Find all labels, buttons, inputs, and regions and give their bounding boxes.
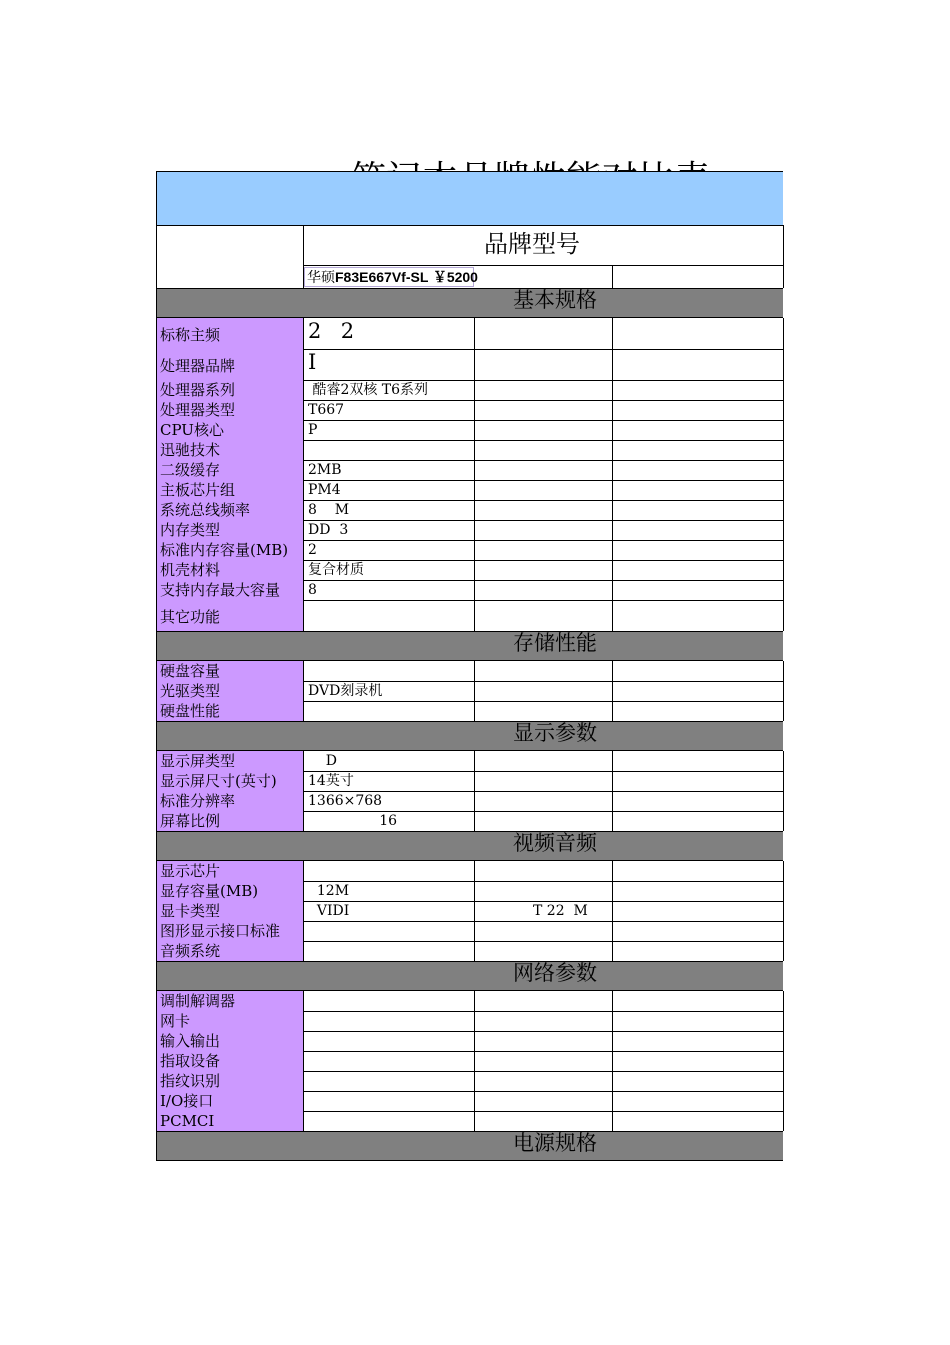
- grid-line: [612, 991, 613, 1011]
- grid-line: [474, 420, 783, 421]
- grid-line: [783, 901, 784, 921]
- row-value: 2: [308, 542, 317, 558]
- grid-line: [474, 480, 475, 500]
- row-label: 机壳材料: [156, 560, 304, 581]
- row-label: 硬盘容量: [156, 661, 304, 682]
- grid-line: [474, 921, 475, 941]
- grid-line: [474, 771, 783, 772]
- grid-line: [612, 380, 613, 400]
- row-value: DVD刻录机: [308, 683, 383, 699]
- row-value: VIDI: [308, 903, 350, 919]
- row-value: 2MB: [308, 462, 342, 478]
- grid-line: [612, 901, 613, 921]
- grid-line: [783, 420, 784, 440]
- row-label: 显示屏类型: [156, 751, 304, 772]
- grid-line: [474, 1051, 475, 1071]
- grid-line: [783, 771, 784, 791]
- row-value: PM4: [308, 482, 341, 498]
- row-value: 16: [308, 813, 398, 829]
- grid-line: [612, 701, 613, 721]
- section-title: 存储性能: [513, 631, 597, 655]
- grid-line: [474, 1051, 783, 1052]
- grid-line: [474, 681, 475, 701]
- grid-line: [474, 349, 475, 380]
- row-value: D: [308, 753, 338, 769]
- grid-line: [612, 540, 613, 560]
- row-label: 处理器类型: [156, 400, 304, 421]
- grid-line: [783, 1051, 784, 1071]
- grid-line: [474, 681, 783, 682]
- grid-line: [612, 460, 613, 480]
- grid-line: [474, 941, 475, 961]
- grid-line: [474, 811, 783, 812]
- row-value: [305, 1072, 474, 1091]
- row-label: 光驱类型: [156, 681, 304, 702]
- grid-line: [783, 881, 784, 901]
- row-value-extra: T 22 M: [533, 903, 588, 919]
- grid-line: [783, 1071, 784, 1091]
- grid-line: [612, 1071, 613, 1091]
- grid-line: [612, 400, 613, 420]
- row-label: 支持内存最大容量: [156, 580, 304, 601]
- grid-line: [783, 440, 784, 460]
- grid-line: [783, 580, 784, 600]
- grid-line: [612, 881, 613, 901]
- grid-line: [474, 811, 475, 831]
- comparison-table: [156, 171, 783, 1161]
- row-label: 图形显示接口标准: [156, 921, 304, 942]
- grid-line: [474, 881, 475, 901]
- grid-line: [474, 1071, 475, 1091]
- row-value: I: [308, 350, 319, 374]
- row-label: 标准内存容量(MB): [156, 540, 304, 561]
- row-label: 显存容量(MB): [156, 881, 304, 902]
- row-label: 指纹识别: [156, 1071, 304, 1092]
- grid-line: [783, 380, 784, 400]
- row-value: 8: [308, 582, 317, 598]
- grid-line: [612, 480, 613, 500]
- row-value: [305, 1092, 474, 1111]
- row-label: 指取设备: [156, 1051, 304, 1072]
- grid-line: [474, 520, 783, 521]
- grid-line: [474, 1031, 783, 1032]
- grid-line: [474, 791, 475, 811]
- grid-line: [474, 921, 783, 922]
- row-value: 复合材质: [308, 562, 364, 578]
- grid-line: [474, 701, 783, 702]
- grid-line: [783, 1011, 784, 1031]
- grid-line: [783, 861, 784, 881]
- grid-line: [783, 480, 784, 500]
- grid-line: [783, 701, 784, 721]
- grid-line: [474, 500, 475, 520]
- grid-line: [474, 600, 783, 601]
- section-title: 显示参数: [513, 721, 597, 745]
- section-title: 基本规格: [513, 288, 597, 312]
- row-value: 8 M: [308, 502, 350, 518]
- grid-line: [474, 520, 475, 540]
- row-label: 显卡类型: [156, 901, 304, 922]
- grid-line: [612, 1111, 613, 1131]
- row-label: 显示屏尺寸(英寸): [156, 771, 304, 792]
- grid-line: [612, 349, 613, 380]
- grid-line: [474, 661, 475, 681]
- grid-line: [474, 1011, 783, 1012]
- row-label: 处理器系列: [156, 380, 304, 401]
- grid-line: [474, 580, 475, 600]
- row-value: T667: [308, 402, 345, 418]
- grid-line: [474, 1111, 475, 1131]
- grid-line: [474, 701, 475, 721]
- row-value: [305, 601, 474, 631]
- section-title: 视频音频: [513, 831, 597, 855]
- section-header: [156, 831, 783, 861]
- grid-line: [783, 540, 784, 560]
- row-label: 迅驰技术: [156, 440, 304, 461]
- row-label: 调制解调器: [156, 991, 304, 1012]
- brand-header: 品牌型号: [484, 230, 580, 258]
- title-band: [156, 171, 783, 225]
- grid-line: [474, 881, 783, 882]
- grid-line: [474, 460, 783, 461]
- grid-line: [474, 380, 475, 400]
- grid-line: [156, 171, 783, 172]
- row-value: DD 3: [308, 522, 349, 538]
- grid-line: [474, 560, 475, 580]
- row-value: [305, 702, 474, 721]
- grid-line: [156, 225, 157, 288]
- row-value: [305, 441, 474, 460]
- section-title: 电源规格: [513, 1131, 597, 1155]
- row-label: 硬盘性能: [156, 701, 304, 722]
- grid-line: [612, 1031, 613, 1051]
- grid-line: [474, 400, 783, 401]
- row-label: I/O接口: [156, 1091, 304, 1112]
- grid-line: [474, 500, 783, 501]
- model-price: ￥5200: [432, 269, 478, 285]
- row-label: 主板芯片组: [156, 480, 304, 501]
- row-label: 二级缓存: [156, 460, 304, 481]
- grid-line: [783, 991, 784, 1011]
- grid-line: [612, 771, 613, 791]
- grid-line: [474, 440, 783, 441]
- row-value: [305, 662, 474, 681]
- grid-line: [474, 540, 475, 560]
- row-label: PCMCI: [156, 1111, 304, 1132]
- grid-line: [783, 560, 784, 580]
- grid-line: [612, 681, 613, 701]
- grid-line: [783, 811, 784, 831]
- row-label: 其它功能: [156, 600, 304, 632]
- grid-line: [474, 560, 783, 561]
- grid-line: [783, 751, 784, 771]
- grid-line: [474, 1091, 475, 1111]
- grid-line: [612, 941, 613, 961]
- grid-line: [612, 751, 613, 771]
- grid-line: [474, 318, 475, 349]
- grid-line: [612, 1091, 613, 1111]
- section-header: [156, 721, 783, 751]
- grid-line: [612, 1051, 613, 1071]
- row-value: 1366×768: [308, 793, 383, 809]
- grid-line: [474, 580, 783, 581]
- grid-line: [474, 751, 475, 771]
- section-header: [156, 288, 783, 318]
- grid-line: [474, 540, 783, 541]
- row-value: [305, 1052, 474, 1071]
- row-label: CPU核心: [156, 420, 304, 441]
- row-value: 12M: [308, 883, 350, 899]
- grid-line: [474, 1031, 475, 1051]
- section-title: 网络参数: [513, 961, 597, 985]
- grid-line: [783, 661, 784, 681]
- grid-line: [783, 791, 784, 811]
- grid-line: [612, 318, 613, 349]
- row-value: [305, 862, 474, 881]
- row-value: 2 2: [308, 319, 357, 343]
- grid-line: [474, 440, 475, 460]
- row-label: 处理器品牌: [156, 349, 304, 381]
- grid-line: [783, 1031, 784, 1051]
- grid-line: [474, 400, 475, 420]
- grid-line: [474, 1011, 475, 1031]
- grid-line: [474, 480, 783, 481]
- row-value: [305, 1012, 474, 1031]
- grid-line: [783, 349, 784, 380]
- grid-line: [783, 400, 784, 420]
- grid-line: [783, 681, 784, 701]
- row-value: [305, 1032, 474, 1051]
- grid-line: [612, 580, 613, 600]
- grid-line: [783, 460, 784, 480]
- section-header: [156, 631, 783, 661]
- row-value: 14英寸: [308, 773, 354, 789]
- row-value: P: [308, 422, 318, 438]
- section-header: [156, 961, 783, 991]
- grid-line: [783, 1091, 784, 1111]
- grid-line: [612, 420, 613, 440]
- grid-line: [783, 318, 784, 349]
- row-value: 酷睿2双核 T6系列: [308, 382, 429, 398]
- row-value: [305, 1112, 474, 1131]
- grid-line: [612, 861, 613, 881]
- grid-line: [612, 440, 613, 460]
- grid-line: [474, 941, 783, 942]
- grid-line: [474, 349, 783, 350]
- grid-line: [474, 991, 475, 1011]
- grid-line: [303, 265, 783, 266]
- row-label: 显示芯片: [156, 861, 304, 882]
- grid-line: [474, 791, 783, 792]
- grid-line: [612, 661, 613, 681]
- grid-line: [612, 600, 613, 631]
- grid-line: [474, 380, 783, 381]
- grid-line: [612, 1011, 613, 1031]
- grid-line: [783, 941, 784, 961]
- row-label: 屏幕比例: [156, 811, 304, 832]
- grid-line: [783, 921, 784, 941]
- row-label: 内存类型: [156, 520, 304, 541]
- row-label: 标称主频: [156, 318, 304, 350]
- row-label: 音频系统: [156, 941, 304, 962]
- grid-line: [783, 600, 784, 631]
- row-value: [305, 942, 474, 961]
- grid-line: [612, 811, 613, 831]
- grid-line: [474, 1091, 783, 1092]
- grid-line: [474, 901, 475, 921]
- grid-line: [156, 225, 783, 226]
- grid-line: [783, 520, 784, 540]
- grid-line: [612, 500, 613, 520]
- grid-line: [474, 420, 475, 440]
- grid-line: [783, 500, 784, 520]
- model-name: F83E667Vf-SL: [335, 269, 429, 285]
- row-label: 网卡: [156, 1011, 304, 1032]
- model-brand: 华硕: [307, 270, 335, 286]
- grid-line: [474, 1111, 783, 1112]
- grid-line: [783, 1111, 784, 1131]
- grid-line: [474, 460, 475, 480]
- row-label: 输入输出: [156, 1031, 304, 1052]
- grid-line: [612, 791, 613, 811]
- row-value: [305, 922, 474, 941]
- grid-line: [612, 520, 613, 540]
- grid-line: [612, 921, 613, 941]
- grid-line: [474, 861, 475, 881]
- row-label: 系统总线频率: [156, 500, 304, 521]
- grid-line: [612, 560, 613, 580]
- section-header: [156, 1131, 783, 1161]
- grid-line: [783, 225, 784, 288]
- grid-line: [474, 1071, 783, 1072]
- model-cell: [304, 267, 478, 287]
- row-value: [305, 992, 474, 1011]
- grid-line: [474, 771, 475, 791]
- grid-line: [612, 265, 613, 288]
- grid-line: [474, 600, 475, 631]
- row-label: 标准分辨率: [156, 791, 304, 812]
